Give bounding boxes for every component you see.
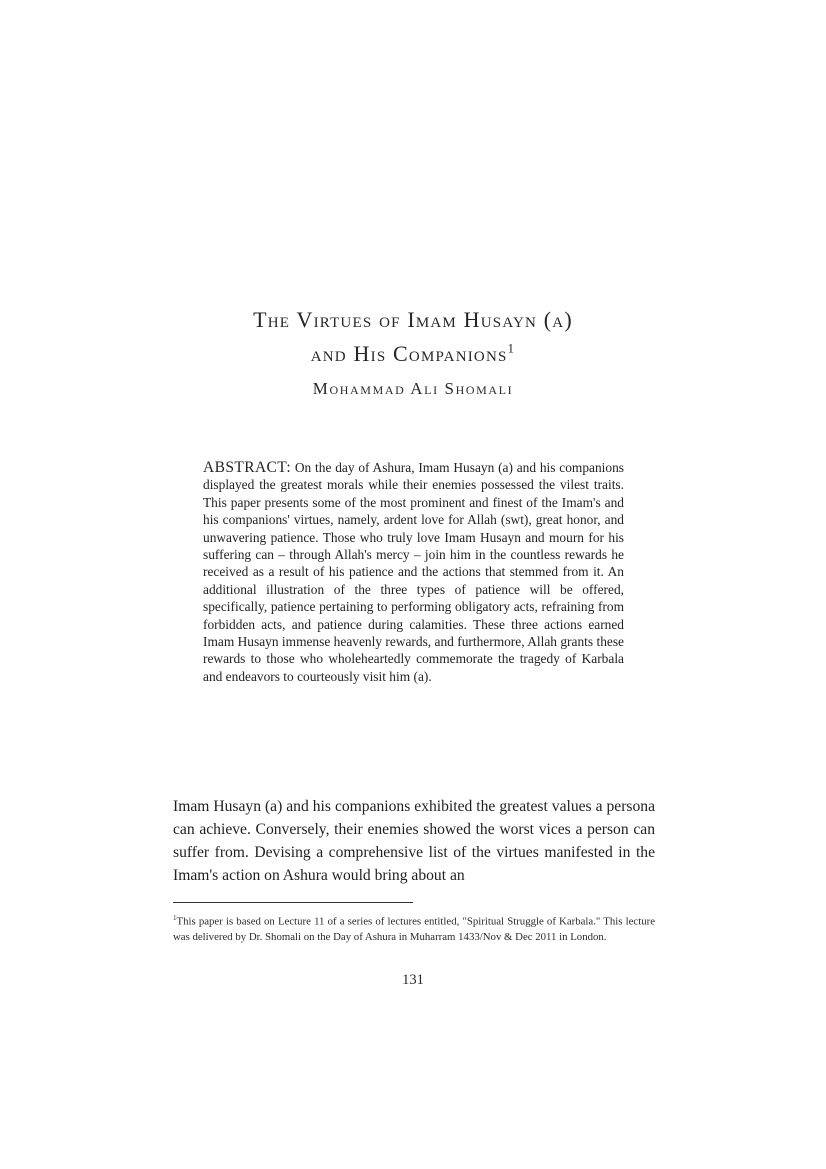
page-number: 131 xyxy=(402,972,424,988)
abstract-text: On the day of Ashura, Imam Husayn (a) and his companions displayed the greatest morals while their enemies possessed the vilest traits. This paper presents some of the most prominent and finest of the Imam's and his companions' virtues, namely, ardent love for Allah (swt), great honor, and unwavering patience. Those who truly love Imam Husayn and mourn for his suffering can – through Allah's mercy – join him in the countless rewards he received as a result of his patience and the actions that stemmed from it. An additional illustration of the three types of patience will be offered, specifically, patience pertaining to performing obligatory acts, refraining from forbidden acts, and patience during calamities. These three actions earned Imam Husayn immense heavenly rewards, and furthermore, Allah grants these rewards to those who wholeheartedly commemorate the tragedy of Karbala and endeavors to courteously visit him (a). xyxy=(203,460,624,684)
footnote-marker: 1 xyxy=(173,914,177,922)
author-name: Mohammad Ali Shomali xyxy=(312,379,514,398)
abstract xyxy=(203,459,624,685)
title-line-2 xyxy=(0,337,826,371)
paper-title xyxy=(0,303,826,371)
footnote xyxy=(173,911,655,945)
title-line-1: The Virtues of Imam Husayn (a) xyxy=(253,307,573,332)
footnote-text: This paper is based on Lecture 11 of a series of lectures entitled, "Spiritual Struggle of Karbala." This lecture was delivered by Dr. Shomali on the Day of Ashura in Muharram 1433/Nov & Dec 2011 in London. xyxy=(173,915,655,943)
footnote-divider xyxy=(173,902,413,903)
body-paragraph: Imam Husayn (a) and his companions exhibited the greatest values a persona can achieve. Conversely, their enemies showed the worst vices a person can suffer from. Devising a comprehensive list of the virtues manifested in the Imam's action on Ashura would bring about an xyxy=(173,798,655,884)
title-line-2-text: and His Companions xyxy=(310,341,508,366)
title-footnote-marker[interactable]: 1 xyxy=(507,340,516,356)
abstract-label: ABSTRACT: xyxy=(203,459,292,476)
body-text xyxy=(173,795,655,887)
